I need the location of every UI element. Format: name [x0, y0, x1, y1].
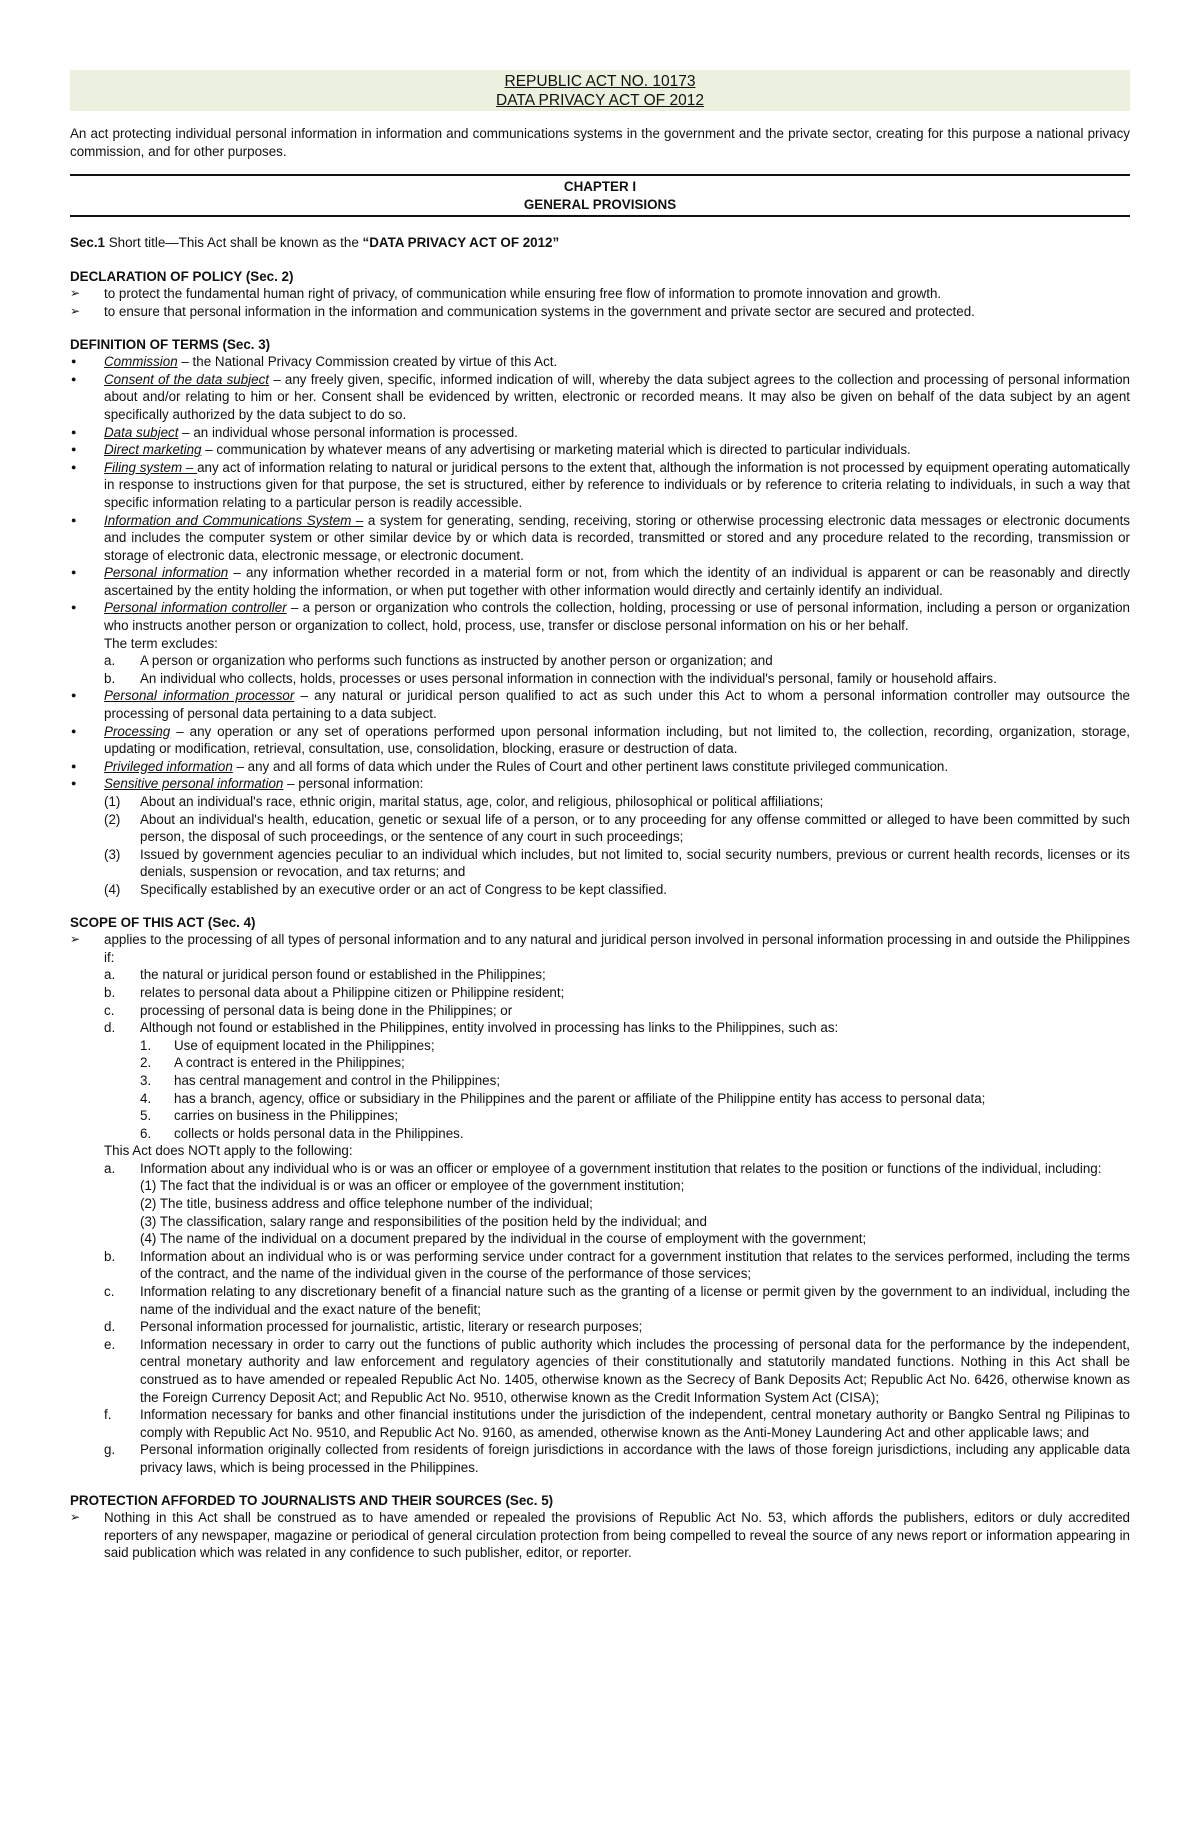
definition-item: [70, 353, 1130, 371]
not-apply-list: [70, 1160, 1130, 1477]
definition-term: Processing: [104, 723, 171, 739]
definitions-heading: DEFINITION OF TERMS (Sec. 3): [70, 336, 271, 352]
list-item: [70, 1336, 1130, 1406]
list-marker: 4.: [140, 1090, 152, 1106]
list-item: [70, 846, 1130, 881]
list-marker: c.: [104, 1002, 115, 1018]
list-marker: b.: [104, 1248, 116, 1264]
list-marker: a.: [104, 967, 116, 983]
definition-text: – any natural or juridical person qualified to act as such under this Act to whom a personal information controller may outsource the processing of personal data pertaining to a data subject.: [104, 688, 1130, 722]
excludes-list: [70, 652, 1130, 687]
definitions-section: [70, 336, 1130, 899]
list-text: has central management and control in the Philippines;: [174, 1072, 501, 1088]
list-marker: (4): [104, 881, 121, 897]
policy-heading: DECLARATION OF POLICY (Sec. 2): [70, 268, 294, 284]
list-text: A contract is entered in the Philippines;: [174, 1055, 405, 1071]
list-text: has a branch, agency, office or subsidiary in the Philippines and the parent or affiliate of the Philippine entity has access to personal data;: [174, 1090, 986, 1106]
act-title: DATA PRIVACY ACT OF 2012: [496, 92, 704, 109]
act-number: REPUBLIC ACT NO. 10173: [504, 73, 696, 90]
list-marker: f.: [104, 1407, 112, 1423]
list-marker: a.: [104, 653, 116, 669]
list-text: Personal information processed for journalistic, artistic, literary or research purposes;: [140, 1319, 643, 1335]
definition-term: Personal information processor: [104, 688, 295, 704]
section-1-text: Short title—This Act shall be known as the: [105, 235, 363, 251]
section-1-name: “DATA PRIVACY ACT OF 2012”: [362, 235, 560, 251]
list-item: ➢ to protect the fundamental human right of privacy, of communication while ensuring free flow of information to promote innovation and growth.: [70, 285, 1130, 303]
list-marker: 6.: [140, 1125, 152, 1141]
chapter-number: CHAPTER I: [563, 179, 637, 195]
list-item: [70, 984, 1130, 1002]
scope-section: [70, 914, 1130, 1477]
definition-term: Personal information controller: [104, 600, 287, 616]
definition-text: – any operation or any set of operations performed upon personal information including, but not limited to, the collection, recording, organization, storage, updating or modification, retrieval, consultation, use, consolidation, blocking, erasure or destruction of data.: [104, 723, 1130, 757]
definition-term: Direct marketing: [104, 442, 202, 458]
list-item: [70, 1441, 1130, 1476]
definition-item: [70, 775, 1130, 793]
list-marker: g.: [104, 1442, 116, 1458]
definitions-list-continued: [70, 687, 1130, 793]
scope-conditions: [70, 966, 1130, 1036]
journalists-heading: PROTECTION AFFORDED TO JOURNALISTS AND THEIR SOURCES (Sec. 5): [70, 1492, 554, 1508]
list-text: An individual who collects, holds, processes or uses personal information in connection with the individual's personal, family or household affairs.: [140, 670, 997, 686]
definition-item: [70, 687, 1130, 722]
list-item: ➢ Nothing in this Act shall be construed as to have amended or repealed the provisions of Republic Act No. 53, which affords the publishers, editors or duly accredited reporters of any newspaper, magazine or periodical of general circulation protection from being compelled to reveal the source of any news report or information appearing in said publication which was related in any confidence to such publisher, editor, or reporter.: [70, 1509, 1130, 1562]
list-marker: 1.: [140, 1037, 152, 1053]
list-item: [70, 652, 1130, 670]
chapter-heading: [70, 174, 1130, 217]
list-marker: d.: [104, 1020, 116, 1036]
list-marker: 5.: [140, 1108, 152, 1124]
sensitive-list: [70, 793, 1130, 899]
definition-term: Consent of the data subject: [104, 371, 270, 387]
list-text: About an individual's race, ethnic origin, marital status, age, color, and religious, philosophical or political affiliations;: [140, 794, 824, 809]
definition-item: [70, 371, 1130, 424]
list-item: [70, 1283, 1130, 1318]
definition-term: Information and Communications System –: [104, 512, 364, 528]
definition-text: – an individual whose personal information is processed.: [178, 424, 518, 440]
definition-item: [70, 512, 1130, 565]
list-text: Information relating to any discretionary benefit of a financial nature such as the granting of a license or permit given by the government to an individual, including the name of the individual and the exact nature of the benefit;: [140, 1284, 1130, 1317]
list-text: Personal information originally collected from residents of foreign jurisdictions in accordance with the laws of those foreign jurisdictions, including any applicable data privacy laws, which is being processed in the Philippines.: [140, 1442, 1130, 1475]
definition-text: – any and all forms of data which under the Rules of Court and other pertinent laws constitute privileged communication.: [232, 758, 949, 774]
policy-section: [70, 268, 1130, 321]
list-text: carries on business in the Philippines;: [174, 1108, 399, 1124]
journalists-list: [70, 1509, 1130, 1562]
chapter-name: GENERAL PROVISIONS: [523, 197, 677, 213]
list-item: [70, 1054, 1130, 1072]
list-marker: 3.: [140, 1072, 152, 1088]
list-item: [70, 1406, 1130, 1441]
list-item: [70, 1037, 1130, 1055]
list-item: [70, 811, 1130, 846]
definition-term: Privileged information: [104, 758, 233, 774]
list-text: the natural or juridical person found or established in the Philippines;: [140, 967, 546, 983]
list-item: [70, 1248, 1130, 1283]
definition-item: [70, 424, 1130, 442]
list-item: [70, 1072, 1130, 1090]
scope-heading: SCOPE OF THIS ACT (Sec. 4): [70, 914, 256, 930]
list-text: Issued by government agencies peculiar to an individual which includes, but not limited to, social security numbers, previous or current health records, licenses or its denials, suspension or revocation, and tax returns; and: [140, 846, 1130, 880]
list-subitem: (1) The fact that the individual is or was an officer or employee of the government institution;: [140, 1178, 685, 1194]
list-item: [70, 1090, 1130, 1108]
list-text: processing of personal data is being done in the Philippines; or: [140, 1002, 513, 1018]
definition-item: [70, 758, 1130, 776]
definition-item: [70, 564, 1130, 599]
not-apply-intro: This Act does NOTt apply to the following:: [104, 1143, 353, 1159]
list-text: Specifically established by an executive order or an act of Congress to be kept classified.: [140, 881, 667, 897]
definition-term: Sensitive personal information: [104, 776, 284, 792]
definition-text: a system for generating, sending, receiving, storing or otherwise processing electronic data messages or electronic documents and includes the computer system or other similar device by or which data is recorded, transmitted or stored and any procedure related to the recording, transmission or storage of electronic data, electronic message, or electronic document.: [104, 512, 1130, 563]
section-1-label: Sec.1: [70, 235, 105, 251]
section-1: [70, 234, 1130, 252]
list-item: [70, 1160, 1130, 1178]
list-item: [70, 1002, 1130, 1020]
list-item: [70, 1107, 1130, 1125]
list-item: [70, 1019, 1130, 1037]
list-item: ➢ to ensure that personal information in the information and communication systems in the government and private sector are secured and protected.: [70, 303, 1130, 321]
list-marker: d.: [104, 1319, 116, 1335]
definition-term: Personal information: [104, 565, 229, 581]
definitions-list: [70, 353, 1130, 635]
list-text: About an individual's health, education, genetic or sexual life of a person, or to any proceeding for any offense committed or alleged to have been committed by such person, the disposal of such proceedings, or the sentence of any court in such proceedings;: [140, 811, 1130, 845]
scope-list: [70, 931, 1130, 966]
definition-text: – the National Privacy Commission created by virtue of this Act.: [177, 354, 558, 370]
list-text: Information about any individual who is or was an officer or employee of a government institution that relates to the position or functions of the individual, including:: [140, 1160, 1102, 1176]
list-item: [70, 1125, 1130, 1143]
definition-text: – any freely given, specific, informed indication of will, whereby the data subject agrees to the collection and processing of personal information about and/or relating to him or her. Consent shall be evidenced by written, electronic or recorded means. It may also be given on behalf of the data subject by an agent specifically authorized by the data subject to do so.: [104, 371, 1131, 422]
list-text: Information necessary in order to carry out the functions of public authority which includes the processing of personal data for the performance by the independent, central monetary authority and law enforcement and regulatory agencies of their constitutionally and statutorily mandated functions. Nothing in this Act shall be construed as to have amended or repealed Republic Act No. 1405, otherwise known as the Secrecy of Bank Deposits Act; Republic Act No. 6426, otherwise known as the Foreign Currency Deposit Act; and Republic Act No. 9510, otherwise known as the Credit Information System Act (CISA);: [140, 1336, 1130, 1405]
list-marker: c.: [104, 1284, 115, 1300]
list-item: [70, 966, 1130, 984]
list-item: ➢ applies to the processing of all types of personal information and to any natural and juridical person involved in personal information processing in and outside the Philippines if:: [70, 931, 1130, 966]
definition-item: [70, 441, 1130, 459]
list-marker: (1): [104, 794, 121, 809]
document-page: [70, 70, 1130, 1577]
definition-term: Commission: [104, 354, 178, 370]
list-marker: (2): [104, 811, 121, 827]
list-text: Although not found or established in the Philippines, entity involved in processing has links to the Philippines, such as:: [140, 1020, 839, 1036]
list-item: [70, 881, 1130, 899]
list-text: Information about an individual who is or was performing service under contract for a government institution that relates to the services performed, including the terms of the contract, and the name of the individual given in the course of the performance of those services;: [140, 1248, 1130, 1282]
list-marker: b.: [104, 670, 116, 686]
definition-text: – a person or organization who controls the collection, holding, processing or use of personal information, including a person or organization who instructs another person or organization to collect, hold, process, use, transfer or disclose personal information on his or her behalf.: [104, 600, 1131, 634]
title-block: [70, 70, 1130, 111]
excludes-intro: The term excludes:: [104, 635, 218, 651]
definition-item: [70, 723, 1130, 758]
journalists-section: [70, 1492, 1130, 1562]
list-subitem: (4) The name of the individual on a document prepared by the individual in the course of employment with the government;: [140, 1231, 867, 1247]
definition-text: – personal information:: [283, 776, 424, 792]
definition-term: Data subject: [104, 424, 179, 440]
list-marker: (3): [104, 846, 121, 862]
list-text: Use of equipment located in the Philippines;: [174, 1037, 435, 1053]
list-subitem: (2) The title, business address and office telephone number of the individual;: [140, 1196, 593, 1212]
list-item: [70, 793, 1130, 811]
list-item: [70, 670, 1130, 688]
definition-text: – any information whether recorded in a material form or not, from which the identity of an individual is apparent or can be reasonably and directly ascertained by the entity holding the information, or when put together with other information would directly and certainly identify an individual.: [104, 565, 1131, 598]
list-text: A person or organization who performs such functions as instructed by another person or organization; and: [140, 653, 773, 669]
list-marker: e.: [104, 1336, 116, 1352]
list-marker: 2.: [140, 1055, 152, 1071]
list-text: relates to personal data about a Philippine citizen or Philippine resident;: [140, 984, 565, 1000]
definition-item: [70, 459, 1130, 512]
intro-paragraph: An act protecting individual personal information in information and communications systems in the government and the private sector, creating for this purpose a national privacy commission, and for other purposes.: [70, 126, 1130, 159]
policy-list: [70, 285, 1130, 320]
definition-term: Filing system –: [104, 459, 198, 475]
list-marker: a.: [104, 1160, 116, 1176]
definition-text: any act of information relating to natural or juridical persons to the extent that, although the information is not processed by equipment operating automatically in response to instructions given for that purpose, the set is structured, either by reference to individuals or by reference to criteria relating to individuals, in such a way that specific information relating to a particular person is readily accessible.: [104, 459, 1131, 510]
list-subitem: (3) The classification, salary range and responsibilities of the position held by the individual; and: [140, 1213, 707, 1229]
definition-item: [70, 599, 1130, 634]
list-marker: b.: [104, 984, 116, 1000]
scope-links: [70, 1037, 1130, 1143]
list-text: collects or holds personal data in the Philippines.: [174, 1125, 464, 1141]
list-item: [70, 1318, 1130, 1336]
definition-text: – communication by whatever means of any advertising or marketing material which is directed to particular individuals.: [201, 442, 911, 458]
list-text: Information necessary for banks and other financial institutions under the jurisdiction of the independent, central monetary authority or Bangko Sentral ng Pilipinas to comply with Republic Act No. 9510, and Republic Act No. 9160, as amended, otherwise known as the Anti-Money Laundering Act and other applicable laws; and: [140, 1407, 1130, 1440]
